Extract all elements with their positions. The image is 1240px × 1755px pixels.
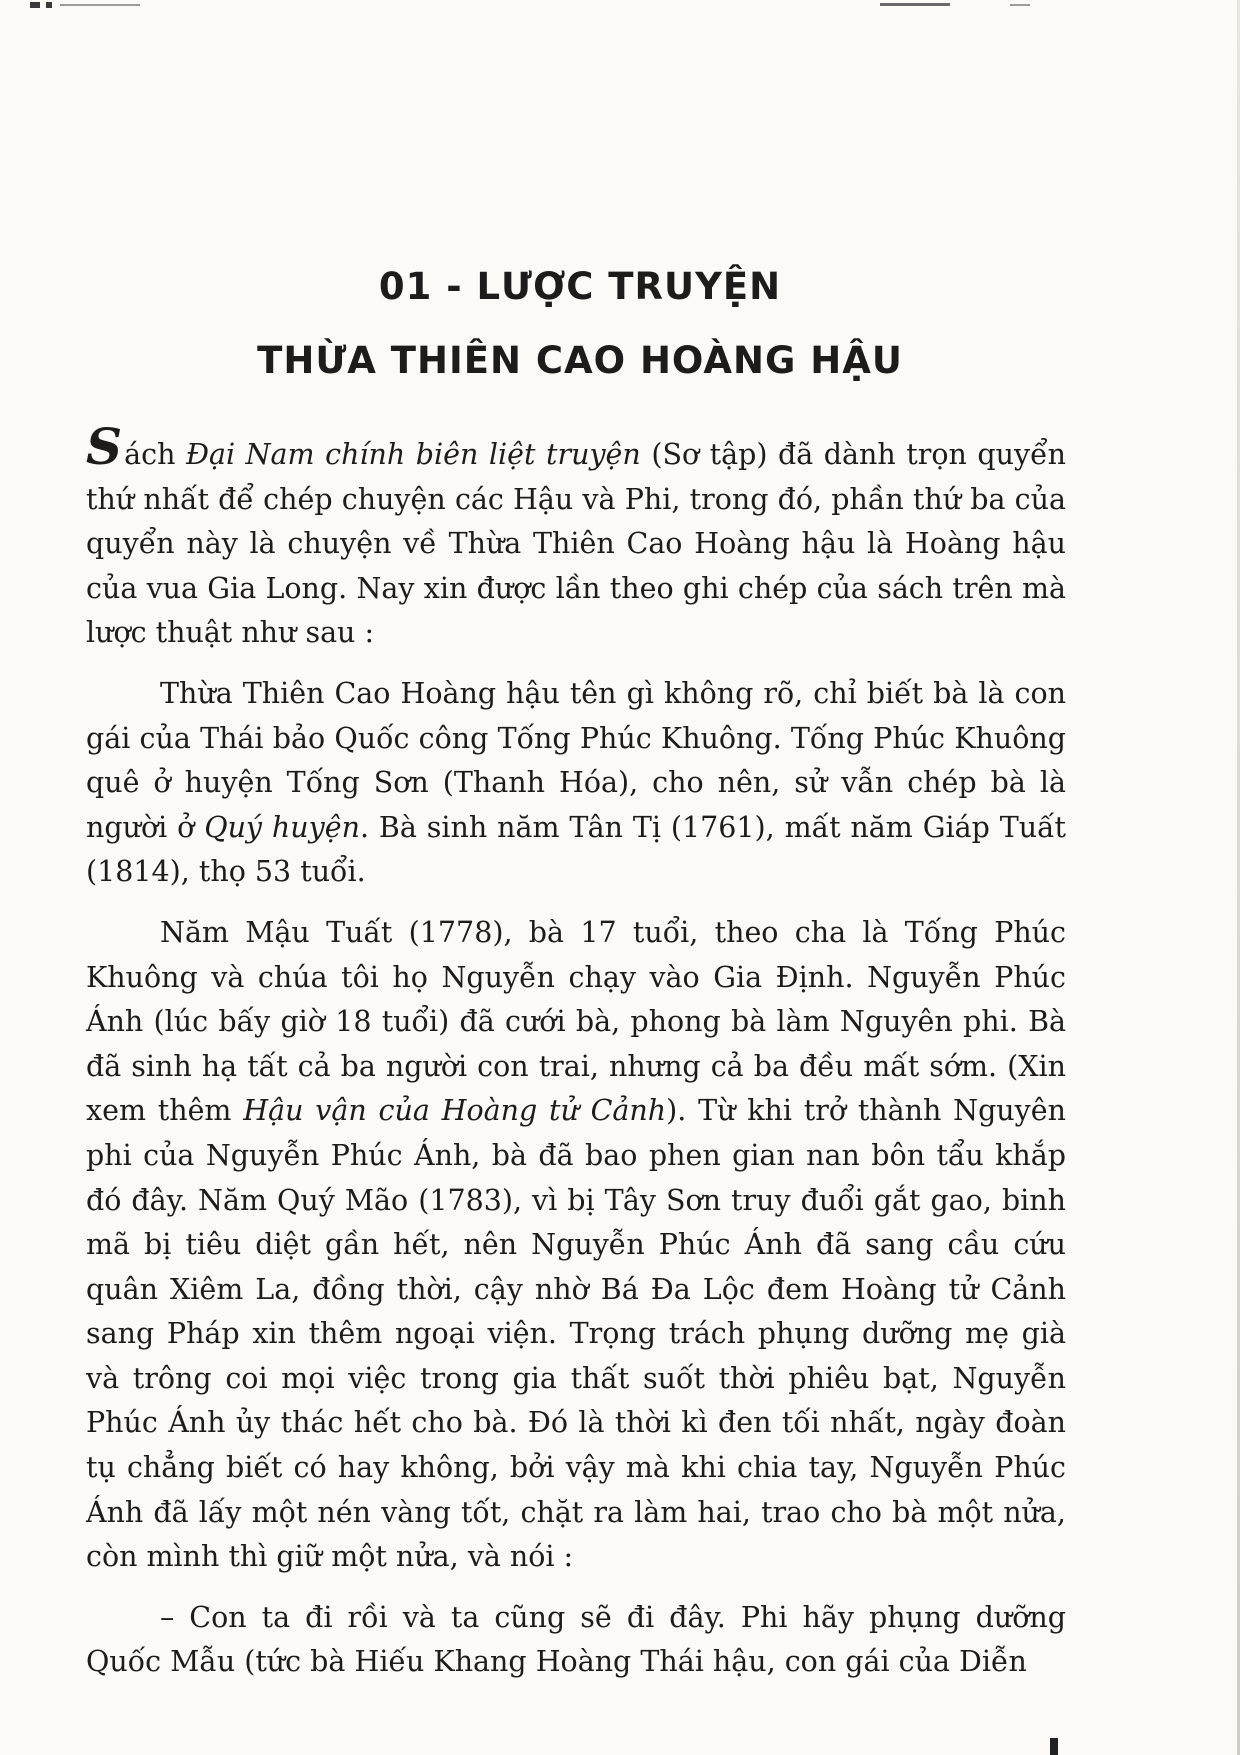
emphasis: Quý huyện (204, 810, 360, 844)
text-run: (Sơ tập) đã dành trọn quyển thứ nhất để chép chuyện các Hậu và Phi, trong đó, phần thứ ba của quyển này là chuyện về Thừa Thiên Cao Hoàng hậu là Hoàng hậu của vua Gia Long. Nay xin được lần theo ghi chép của sách trên mà lược thuật như sau : (86, 438, 1067, 650)
text-run: Thừa Thiên Cao Hoàng hậu tên gì không rõ, chỉ biết bà là con gái của Thái bảo Quốc công Tống Phúc Khuông. Tống Phúc Khuông quê ở huyện Tống Sơn (Thanh Hóa), cho nên, sử vẫn chép bà là người ở (86, 676, 1066, 844)
text-run: ách (124, 438, 186, 471)
title-line-1: 01 - LƯỢC TRUYỆN (378, 265, 782, 308)
text-run: . Bà sinh năm Tân Tị (1761), mất năm Giáp Tuất (1814), thọ 53 tuổi. (86, 810, 1066, 889)
cross-reference: Hậu vận của Hoàng tử Cảnh (243, 1094, 667, 1128)
paragraph (86, 672, 1066, 895)
paragraph (86, 911, 1066, 1580)
paragraph (86, 417, 1067, 656)
book-title: Đại Nam chính biên liệt truyện (185, 438, 641, 471)
title-line-2: THỪA THIÊN CAO HOÀNG HẬU (257, 339, 903, 382)
text-run: – Con ta đi rồi và ta cũng sẽ đi đây. Phi hãy phụng dưỡng Quốc Mẫu (tức bà Hiếu Khang Hoàng Thái hậu, con gái của Diễn (86, 1600, 1066, 1679)
body-text (86, 417, 1067, 1701)
paragraph (86, 1596, 1066, 1685)
scan-top-edge (0, 0, 1240, 12)
page-corner-mark (1050, 1738, 1058, 1755)
drop-cap: S (86, 417, 123, 476)
chapter-title (0, 250, 1160, 398)
text-run: ). Từ khi trở thành Nguyên phi của Nguyễn Phúc Ánh, bà đã bao phen gian nan bôn tẩu khắp đó đây. Năm Quý Mão (1783), vì bị Tây Sơn truy đuổi gắt gao, binh mã bị tiêu diệt gần hết, nên Nguyễn Phúc Ánh đã sang cầu cứu quân Xiêm La, đồng thời, cậy nhờ Bá Đa Lộc đem Hoàng tử Cảnh sang Pháp xin thêm ngoại viện. Trọng trách phụng dưỡng mẹ già và trông coi mọi việc trong gia thất suốt thời phiêu bạt, Nguyễn Phúc Ánh ủy thác hết cho bà. Đó là thời kì đen tối nhất, ngày đoàn tụ chẳng biết có hay không, bởi vậy mà khi chia tay, Nguyễn Phúc Ánh đã lấy một nén vàng tốt, chặt ra làm hai, trao cho bà một nửa, còn mình thì giữ một nửa, và nói : (86, 1094, 1066, 1574)
text-run: Năm Mậu Tuất (1778), bà 17 tuổi, theo cha là Tống Phúc Khuông và chúa tôi họ Nguyễn chạy vào Gia Định. Nguyễn Phúc Ánh (lúc bấy giờ 18 tuổi) đã cưới bà, phong bà làm Nguyên phi. Bà đã sinh hạ tất cả ba người con trai, nhưng cả ba đều mất sớm. (Xin xem thêm (86, 915, 1066, 1128)
